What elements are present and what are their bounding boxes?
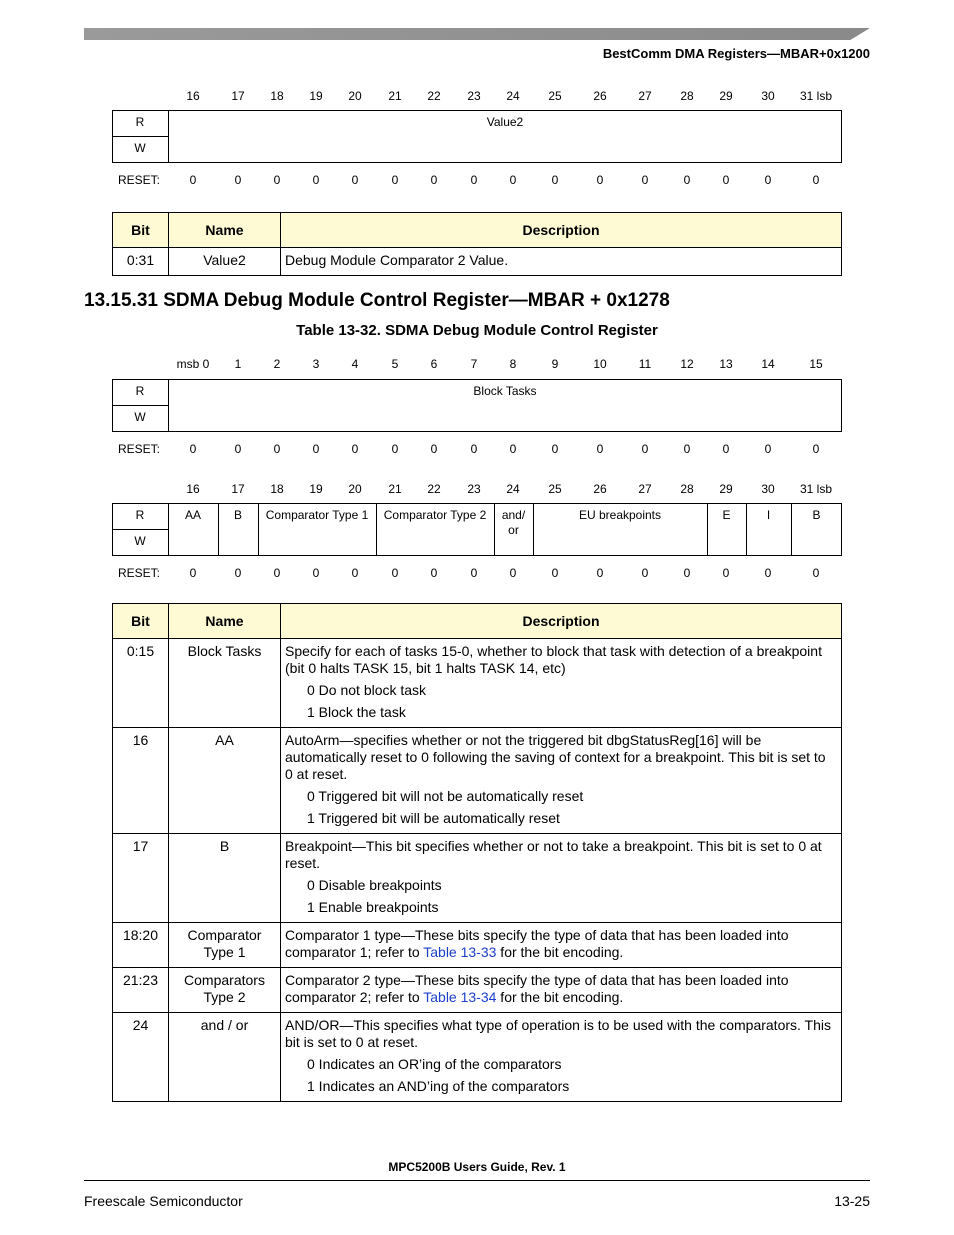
row-bit: 17 [113,834,169,923]
option-1: 1 Triggered bit will be automatically reset [307,810,560,826]
description-text-tail: for the bit encoding. [496,944,624,960]
row-bit: 18:20 [113,923,169,968]
bit-number-label: 29 [719,89,733,103]
bit-number-label: msb 0 [176,357,210,371]
reset-value: 0 [641,173,649,187]
bit-number-label: 28 [680,482,694,496]
header-description: Description [281,213,842,248]
bit-number-label: 28 [680,89,694,103]
table-row [113,1013,842,1102]
bit-number-label: 26 [593,482,607,496]
bit-number-label: 16 [186,89,200,103]
bit-number-label: 15 [809,357,823,371]
description-text: Comparator 1 type—These bits specify the type of data that has been loaded into comparator 1; refer to [285,927,789,960]
field-ct1: Comparator Type 1 [265,508,369,522]
reset-value: 0 [234,173,242,187]
reset-value: 0 [470,566,478,580]
section-title: 13.15.31 SDMA Debug Module Control Register—MBAR + 0x1278 [84,290,670,311]
write-label: W [134,410,146,424]
reset-value: 0 [351,173,359,187]
row-description [281,639,842,728]
field-divider [494,503,495,556]
footer-page-number: 13-25 [834,1193,870,1209]
reset-value: 0 [470,173,478,187]
description-text-tail: for the bit encoding. [496,989,624,1005]
row-bit: 24 [113,1013,169,1102]
bit-description-table-control [112,603,842,1102]
reset-label: RESET: [118,173,161,187]
reset-value: 0 [509,566,517,580]
table-link[interactable]: Table 13-34 [423,989,497,1005]
field-eu: EU breakpoints [578,508,662,522]
header-bit: Bit [113,604,169,639]
reset-value: 0 [683,566,691,580]
row-bit: 0:15 [113,639,169,728]
bit-number-label: 23 [467,482,481,496]
option-0: 0 Indicates an OR’ing of the comparators [307,1056,562,1072]
header-name: Name [169,213,281,248]
reset-value: 0 [812,173,820,187]
field-andor: and/ or [501,508,526,537]
option-1: 1 Indicates an AND’ing of the comparators [307,1078,570,1094]
bit-number-label: 29 [719,482,733,496]
table-caption: Table 13-32. SDMA Debug Module Control Register [296,322,658,339]
bit-number-label: 21 [388,89,402,103]
running-head: BestComm DMA Registers—MBAR+0x1200 [602,46,870,61]
reset-value: 0 [189,173,197,187]
field-block-tasks: Block Tasks [473,384,537,398]
bit-number-label: 6 [430,357,438,371]
option-1: 1 Block the task [307,704,406,720]
bit-number-label: 20 [348,482,362,496]
footer-guide-title: MPC5200B Users Guide, Rev. 1 [388,1160,566,1174]
field-aa: AA [184,508,201,522]
description-text: AutoArm—specifies whether or not the triggered bit dbgStatusReg[16] will be automatically reset to 0 following the saving of context for a breakpoint. This bit is set to 0 at reset. [285,732,826,782]
bit-number-label: 4 [351,357,359,371]
bit-number-label: 22 [427,482,441,496]
reset-value: 0 [641,442,649,456]
bit-number-label: 27 [638,482,652,496]
bit-number-label: 30 [761,482,775,496]
row-name: B [169,834,281,923]
reset-value: 0 [596,442,604,456]
reset-value: 0 [722,566,730,580]
row-description [281,1013,842,1102]
bit-number-label: 31 lsb [799,89,833,103]
reset-value: 0 [812,442,820,456]
reset-value: 0 [596,566,604,580]
reset-value: 0 [273,566,281,580]
reset-value: 0 [596,173,604,187]
reset-value: 0 [551,173,559,187]
bit-number-label: 10 [593,357,607,371]
header-description: Description [281,604,842,639]
reset-value: 0 [234,566,242,580]
bit-number-label: 5 [391,357,399,371]
reset-value: 0 [312,566,320,580]
field-b2: B [812,508,821,522]
reset-value: 0 [722,173,730,187]
reset-value: 0 [683,442,691,456]
bit-number-label: 14 [761,357,775,371]
table-row [113,728,842,834]
reset-value: 0 [273,173,281,187]
bit-number-label: 30 [761,89,775,103]
option-0: 0 Triggered bit will not be automatically reset [307,788,584,804]
row-bit: 16 [113,728,169,834]
bit-description-table-value2 [112,212,842,276]
bit-number-label: 9 [551,357,559,371]
row-name: Comparators Type 2 [169,968,281,1013]
row-name: and / or [169,1013,281,1102]
write-label: W [134,534,146,548]
reset-value: 0 [722,442,730,456]
description-text: Breakpoint—This bit specifies whether or not to take a breakpoint. This bit is set to 0 at reset. [285,838,822,871]
read-label: R [135,508,145,522]
field-i: I [766,508,771,522]
field-ct2: Comparator Type 2 [383,508,487,522]
row-name: Comparator Type 1 [169,923,281,968]
reset-value: 0 [764,442,772,456]
read-label: R [135,384,145,398]
reset-value: 0 [234,442,242,456]
bit-number-label: 19 [309,89,323,103]
row-description [281,968,842,1013]
bit-number-label: 31 lsb [799,482,833,496]
bit-number-label: 19 [309,482,323,496]
reset-value: 0 [189,442,197,456]
header-bar [84,28,870,40]
bit-number-label: 17 [231,89,245,103]
reset-value: 0 [764,173,772,187]
reset-label: RESET: [118,566,161,580]
bit-number-label: 18 [270,482,284,496]
bit-number-label: 25 [548,482,562,496]
table-row [113,968,842,1013]
reset-value: 0 [641,566,649,580]
reset-value: 0 [351,566,359,580]
reset-value: 0 [430,442,438,456]
row-bit: 21:23 [113,968,169,1013]
reset-value: 0 [764,566,772,580]
footer-rule [84,1180,870,1181]
bit-number-label: 12 [680,357,694,371]
description-text: Comparator 2 type—These bits specify the type of data that has been loaded into comparator 2; refer to [285,972,789,1005]
bit-number-label: 2 [273,357,281,371]
bit-number-label: 3 [312,357,320,371]
table-row [113,639,842,728]
row-description [281,834,842,923]
bit-number-label: 27 [638,89,652,103]
reset-value: 0 [391,442,399,456]
description-text: AND/OR—This specifies what type of operation is to be used with the comparators. This bit is set to 0 at reset. [285,1017,831,1050]
table-row [113,834,842,923]
bit-number-label: 1 [234,357,242,371]
footer-company: Freescale Semiconductor [84,1193,243,1209]
reset-value: 0 [551,442,559,456]
row-description: Debug Module Comparator 2 Value. [281,248,842,276]
bit-number-label: 25 [548,89,562,103]
bit-number-label: 26 [593,89,607,103]
bit-number-label: 21 [388,482,402,496]
row-description [281,923,842,968]
reset-value: 0 [430,566,438,580]
reset-value: 0 [391,566,399,580]
bit-number-label: 17 [231,482,245,496]
reset-value: 0 [430,173,438,187]
reset-label: RESET: [118,442,161,456]
reset-value: 0 [683,173,691,187]
bit-number-label: 8 [509,357,517,371]
table-row [113,248,842,276]
bit-number-label: 16 [186,482,200,496]
rw-row-divider [112,529,168,530]
reset-value: 0 [312,173,320,187]
bit-number-label: 13 [719,357,733,371]
field-value2: Value2 [486,115,524,129]
header-name: Name [169,604,281,639]
row-name: AA [169,728,281,834]
field-e: E [722,508,731,522]
bit-number-label: 20 [348,89,362,103]
table-link[interactable]: Table 13-33 [423,944,497,960]
bit-number-label: 23 [467,89,481,103]
row-name: Block Tasks [169,639,281,728]
reset-value: 0 [273,442,281,456]
bit-number-label: 24 [506,89,520,103]
write-label: W [134,141,146,155]
reset-value: 0 [391,173,399,187]
bit-number-label: 24 [506,482,520,496]
reset-value: 0 [812,566,820,580]
reset-value: 0 [470,442,478,456]
description-text: Specify for each of tasks 15-0, whether to block that task with detection of a breakpoint (bit 0 halts TASK 15, bit 1 halts TASK 14, etc) [285,643,822,676]
rw-row-divider [112,136,168,137]
option-0: 0 Do not block task [307,682,427,698]
bit-number-label: 18 [270,89,284,103]
rw-row-divider [112,405,168,406]
table-row [113,923,842,968]
reset-value: 0 [509,442,517,456]
reset-value: 0 [351,442,359,456]
option-0: 0 Disable breakpoints [307,877,442,893]
bit-number-label: 11 [638,357,652,371]
header-bit: Bit [113,213,169,248]
field-b1: B [233,508,242,522]
row-name: Value2 [169,248,281,276]
reset-value: 0 [551,566,559,580]
row-bit: 0:31 [113,248,169,276]
option-1: 1 Enable breakpoints [307,899,439,915]
row-description [281,728,842,834]
reset-value: 0 [509,173,517,187]
read-label: R [135,115,145,129]
bit-number-label: 7 [470,357,478,371]
reset-value: 0 [312,442,320,456]
bit-number-label: 22 [427,89,441,103]
reset-value: 0 [189,566,197,580]
